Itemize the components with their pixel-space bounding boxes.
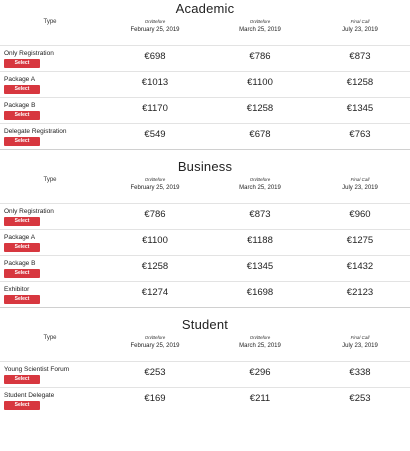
price-regular: €786 — [249, 51, 271, 62]
price-early: €1274 — [141, 287, 169, 298]
pricing-row — [0, 281, 410, 307]
pricing-row — [0, 203, 410, 229]
ticket-type-label: Package B — [4, 260, 36, 267]
price-regular: €1345 — [246, 261, 274, 272]
period-label: Final Call — [350, 19, 370, 24]
price-regular: €1258 — [246, 103, 274, 114]
price-final: €873 — [349, 51, 371, 62]
ticket-type-label: Package A — [4, 76, 36, 83]
pricing-row — [0, 123, 410, 149]
select-button[interactable]: Select — [4, 85, 40, 94]
price-final: €1345 — [346, 103, 374, 114]
period-label: Final Call — [350, 177, 370, 182]
price-final: €1258 — [346, 77, 374, 88]
price-final: €253 — [349, 393, 371, 404]
period-date: February 25, 2019 — [130, 185, 180, 191]
period-date: March 25, 2019 — [239, 27, 281, 33]
period-label: Final Call — [350, 335, 370, 340]
period-column-header — [105, 334, 205, 351]
price-final: €960 — [349, 209, 371, 220]
select-button[interactable]: Select — [4, 243, 40, 252]
period-column-header — [310, 176, 410, 193]
price-early: €1170 — [142, 103, 168, 114]
period-column-header — [105, 18, 205, 35]
period-date: February 25, 2019 — [130, 27, 180, 33]
price-early: €169 — [144, 393, 166, 404]
price-early: €549 — [144, 129, 166, 140]
period-column-header — [210, 18, 310, 35]
ticket-type-label: Student Delegate — [4, 392, 55, 399]
pricing-row — [0, 255, 410, 281]
ticket-type-label: Package B — [4, 102, 36, 109]
pricing-row — [0, 229, 410, 255]
ticket-type-label: Delegate Registration — [4, 128, 67, 135]
section-student — [0, 317, 410, 413]
price-regular: €296 — [249, 367, 271, 378]
period-label: On/Before — [249, 177, 271, 182]
period-label: On/Before — [249, 335, 271, 340]
period-column-header — [210, 334, 310, 351]
pricing-header-row — [0, 333, 410, 361]
pricing-row — [0, 97, 410, 123]
period-date: July 23, 2019 — [342, 185, 378, 191]
price-early: €698 — [144, 51, 166, 62]
pricing-row — [0, 361, 410, 387]
pricing-row — [0, 387, 410, 413]
price-final: €2123 — [346, 287, 374, 298]
period-column-header — [310, 334, 410, 351]
period-column-header — [210, 176, 310, 193]
price-early: €1013 — [141, 77, 169, 88]
price-final: €1275 — [346, 235, 374, 246]
pricing-header-row — [0, 175, 410, 203]
period-label: On/Before — [144, 19, 166, 24]
price-regular: €211 — [249, 393, 271, 404]
pricing-row — [0, 71, 410, 97]
ticket-type-label: Exhibitor — [4, 286, 30, 293]
pricing-row — [0, 45, 410, 71]
period-date: February 25, 2019 — [130, 343, 180, 349]
ticket-type-label: Only Registration — [4, 208, 54, 215]
period-label: On/Before — [144, 335, 166, 340]
ticket-type-label: Young Scientist Forum — [4, 366, 70, 373]
section-divider — [0, 149, 410, 150]
price-early: €1100 — [142, 235, 168, 246]
section-title: Student — [181, 317, 229, 332]
price-regular: €1188 — [247, 235, 273, 246]
price-regular: €678 — [249, 129, 271, 140]
price-early: €786 — [144, 209, 166, 220]
price-regular: €1100 — [247, 77, 273, 88]
select-button[interactable]: Select — [4, 111, 40, 120]
select-button[interactable]: Select — [4, 59, 40, 68]
price-final: €763 — [349, 129, 371, 140]
period-column-header — [105, 176, 205, 193]
section-title: Academic — [175, 1, 235, 16]
select-button[interactable]: Select — [4, 217, 40, 226]
period-column-header — [310, 18, 410, 35]
section-academic — [0, 0, 410, 150]
price-final: €1432 — [346, 261, 374, 272]
section-business — [0, 159, 410, 308]
select-button[interactable]: Select — [4, 137, 40, 146]
price-early: €253 — [144, 367, 166, 378]
period-label: On/Before — [249, 19, 271, 24]
period-date: March 25, 2019 — [239, 343, 281, 349]
period-label: On/Before — [144, 177, 166, 182]
select-button[interactable]: Select — [4, 269, 40, 278]
select-button[interactable]: Select — [4, 375, 40, 384]
section-divider — [0, 307, 410, 308]
period-date: July 23, 2019 — [342, 27, 378, 33]
select-button[interactable]: Select — [4, 295, 40, 304]
type-column-header: Type — [43, 335, 57, 341]
period-date: July 23, 2019 — [342, 343, 378, 349]
price-final: €338 — [349, 367, 371, 378]
price-regular: €873 — [249, 209, 271, 220]
select-button[interactable]: Select — [4, 401, 40, 410]
type-column-header: Type — [43, 19, 57, 25]
pricing-header-row — [0, 17, 410, 45]
section-title: Business — [177, 159, 233, 174]
type-column-header: Type — [43, 177, 57, 183]
period-date: March 25, 2019 — [239, 185, 281, 191]
ticket-type-label: Package A — [4, 234, 36, 241]
ticket-type-label: Only Registration — [4, 50, 54, 57]
price-early: €1258 — [141, 261, 169, 272]
price-regular: €1698 — [246, 287, 274, 298]
